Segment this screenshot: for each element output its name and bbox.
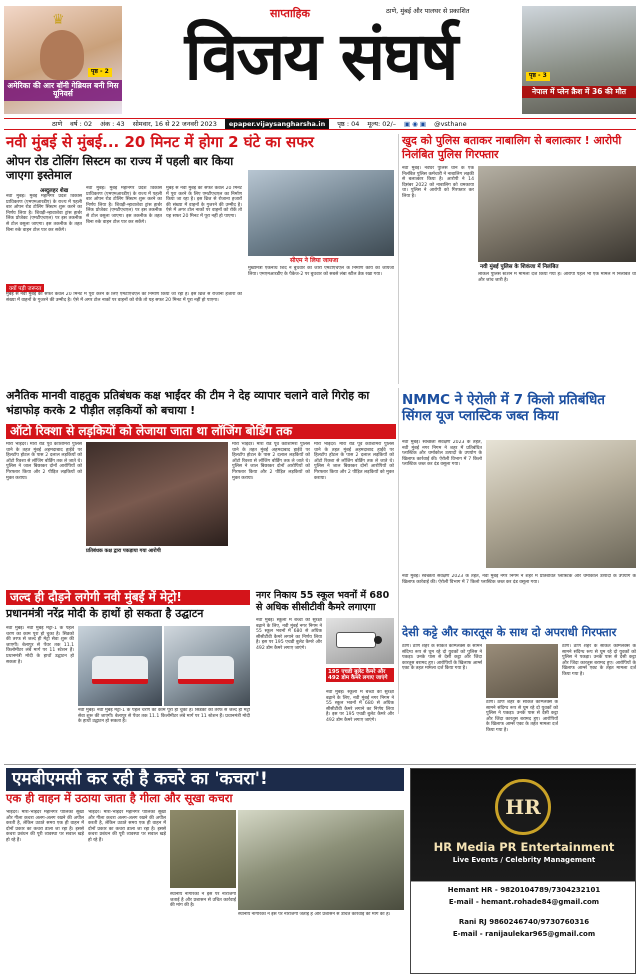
ad-contact1: Hemant HR - 9820104789/7304232101 [447, 886, 601, 894]
story7-body-col3: ठाणे। ठाणे शहर के साकेत कॉम्प्लेक्स के सामने संदिग्ध रूप से घूम रहे दो युवकों को पुलिस ने पकड़ा। उनके पास से देसी कट्टा और जिंदा कारतूस बरामद हुए। आरोपियों के खिलाफ आर्म्स एक्ट के तहत मामला दर्ज किया गया है। [562, 644, 636, 677]
dateline-year: वर्ष : 02 [70, 120, 93, 128]
ad-company: HR Media PR Entertainment [433, 840, 615, 854]
story2-body2: लोकल पुलिस स्टेशन में मामला दर्ज किया गया है। आरोपी पहले भी एक मामले में निलंबित था और जांच जारी है। [478, 272, 636, 283]
story7-headline: देसी कट्टे और कारतूस के साथ दो अपराधी गिरफ्तार [402, 625, 617, 639]
dateline-pages: पृष्ठ : 04 [337, 120, 360, 128]
story6-body2: नवी मुंबई। स्कूलों में बच्चों की सुरक्षा बढ़ाने के लिए, नवी मुंबई नगर निगम ने 55 स्कूल भवनों में 680 से अधिक सीसीटीवी कैमरे लगाने का निर्णय लिया है। इस पर 195 एचडी बुलेट कैमरे और 492 डोम कैमरे लगाए जाएंगे। [326, 690, 394, 723]
left-page-badge: पृष्ठ - 2 [88, 68, 112, 77]
metro-train-icon-2 [178, 656, 234, 684]
story2-photo-caption: नवी मुंबई पुलिस के शिकंजा में निलंबित [480, 264, 559, 270]
story2-body: नवी मुंबई। नवघर पुलिस थाने के एक निलंबित पुलिस कर्मचारी ने नाबालिग लड़की से बलात्कार किया है। आरोपी ने 14 दिसंबर 2022 को नाबालिग को धमकाया था। पुलिस ने आरोपी को गिरफ्तार कर लिया है। [402, 166, 474, 199]
ad-email2: E-mail - ranijaulekar965@gmail.com [452, 930, 596, 938]
story4-photo[interactable] [486, 440, 636, 568]
divider-v1 [398, 134, 399, 384]
story1-photo-body: मुख्यमंत्री एकनाथ शिंदे ने बुधवार को जारी एमटीएचएल के निर्माण कार्य का जायजा लिया। एमएमआरडीए के पैकेज-2 पर बुधवार को सबसे लंबा स्टील डेक रखा गया। [248, 266, 394, 277]
metro-train-icon [92, 656, 148, 684]
story3-kicker: अनैतिक मानवी वाहतुक प्रतिबंधक कक्ष भाईंदर की टीम ने देह व्यापार चलाने वाले गिरोह का भंडाफोड़ करके 2 पीड़ीत लड़कियों को बचाया ! [6, 389, 370, 417]
divider-v2 [398, 388, 399, 714]
story5-photo-left[interactable] [78, 626, 162, 706]
story8-photo-1[interactable] [170, 810, 236, 888]
story1-headline: ओपन रोड टोलिंग सिस्टम का राज्य में पहली बार किया जाएगा इस्तेमाल [6, 154, 234, 182]
dateline-city: ठाणे [52, 120, 63, 128]
cctv-camera-icon [326, 618, 394, 664]
dateline-bar [4, 118, 636, 130]
right-teaser-photo[interactable] [522, 6, 636, 114]
edition-note: ठाणे, मुंबई और पालघर से प्रकाशित [386, 7, 470, 15]
story5-kicker: जल्द ही दौड़ने लगेगी नवी मुंबई में मेट्रो! [6, 590, 250, 605]
dateline-handle[interactable]: @vsthane [434, 120, 467, 128]
story2-photo[interactable] [478, 166, 636, 262]
story7-body2: ठाणे। ठाणे शहर के साकेत कॉम्प्लेक्स के सामने संदिग्ध रूप से घूम रहे दो युवकों को पुलिस ने पकड़ा। उनके पास से देसी कट्टा और जिंदा कारतूस बरामद हुए। आरोपियों के खिलाफ आर्म्स एक्ट के तहत मामला दर्ज किया गया है। [486, 700, 558, 733]
story6-headline: नगर निकाय 55 स्कूल भवनों में 680 से अधिक सीसीटीवी कैमरे लगाएगा [256, 590, 390, 613]
story8-photo-2[interactable] [238, 810, 404, 910]
story3-photo[interactable] [86, 442, 228, 546]
story5-headline: प्रधानमंत्री नरेंद्र मोदी के हाथों हो सकता है उद्घाटन [6, 607, 204, 620]
story8-headline: एक ही वाहन में उठाया जाता है गीला और सूखा कचरा [6, 791, 233, 805]
dateline-price: मूल्य: 02/– [367, 120, 396, 128]
story4-headline: NMMC ने ऐरोली में 7 किलो प्रतिबंधित सिंगल यूज प्लास्टिक जब्त किया [402, 392, 605, 424]
masthead-title: विजय संघर्ष [184, 18, 457, 95]
hr-logo: HR [495, 779, 551, 835]
story8-body3: स्थानीय नागरिकों ने इस पर नाराजगी जताई है और प्रशासन से उचित कार्रवाई की मांग की है। [238, 912, 391, 917]
story5-body-lower: नवी मुंबई। नवी मुंबई मेट्रो-1 के पहले चरण का काम पूरा हो चुका है। सिडको की तरफ से जल्द ही मेट्रो सेवा शुरू की जाएगी। बेलापुर से पेंधर तक 11.1 किलोमीटर लंबे मार्ग पर 11 स्टेशन हैं। प्रधानमंत्री मोदी के हाथों उद्घाटन हो सकता है। [78, 708, 250, 725]
story3-photo-caption: प्रतिबंधक कक्ष द्वारा पकड़ाया गया आरोपी [86, 548, 161, 554]
story7-body: ठाणे। ठाणे शहर के साकेत कॉम्प्लेक्स के सामने संदिग्ध रूप से घूम रहे दो युवकों को पुलिस ने पकड़ा। उनके पास से देसी कट्टा और जिंदा कारतूस बरामद हुए। आरोपियों के खिलाफ आर्म्स एक्ट के तहत मामला दर्ज किया गया है। [402, 644, 482, 672]
story1-photo-caption: सीएम ने लिया जायजा [290, 257, 339, 264]
crown-icon: ♛ [52, 12, 65, 28]
story1-sub-label: क्यों पड़ी जरूरत [6, 284, 44, 292]
story5-body: नवी मुंबई। नवी मुंबई मेट्रो-1 के पहले चरण का काम पूरा हो चुका है। सिडको की तरफ से जल्द ही मेट्रो सेवा शुरू की जाएगी। बेलापुर से पेंधर तक 11.1 किलोमीटर लंबे मार्ग पर 11 स्टेशन हैं। प्रधानमंत्री मोदी के हाथों उद्घाटन हो सकता है। [6, 626, 74, 665]
story6-callout: 195 एचडी बुलेट कैमरे और 492 डोम कैमरे लगाए जाएंगे [326, 668, 394, 682]
dateline-website[interactable]: epaper.vijaysangharsha.in [225, 119, 329, 129]
story1-body-col2: नवी मुंबई। मुंबई महानगर प्रदेश विकास प्राधिकरण (एमएमआरडीए) के राज्य में पहली बार ओपन रोड टोलिंग सिस्टम शुरू करने का निर्णय लिया है। शिवड़ी-न्हावाशेवा ट्रांस हार्बर लिंक प्रोजेक्ट (एमटीएचएल) पर इस तकनीक से टोल वसूला जाएगा। इस तकनीक के तहत बिना रुके वाहन टोल पार कर सकेंगे। [86, 186, 162, 225]
story8-body2: स्थानीय नागरिकों ने इस पर नाराजगी जताई है और प्रशासन से उचित कार्रवाई की मांग की है। [170, 892, 236, 909]
story8-kicker: एमबीएमसी कर रही है कचरे का 'कचरा'! [6, 768, 404, 791]
ad-email: E-mail - hemant.rohade84@gmail.com [448, 898, 600, 906]
story1-photo[interactable] [248, 170, 394, 256]
story7-photo[interactable] [486, 644, 558, 698]
story6-body: नवी मुंबई। स्कूलों में बच्चों की सुरक्षा बढ़ाने के लिए, नवी मुंबई नगर निगम ने 55 स्कूल भवनों में 680 से अधिक सीसीटीवी कैमरे लगाने का निर्णय लिया है। इस पर 195 एचडी बुलेट कैमरे और 492 डोम कैमरे लगाए जाएंगे। [256, 618, 322, 651]
story2-kicker: खुद को पुलिस बताकर नाबालिग से बलात्कार ! आरोपी निलंबित पुलिस गिरफ्तार [402, 134, 622, 161]
story4-body2: नवी मुंबई। स्वच्छता सर्वेक्षण 2023 के तहत, नवी मुंबई नगर निगम ने शहर में प्रतिबंधित प्लास्टिक और थर्माकोल उत्पादों के उपयोग के खिलाफ कार्रवाई की। ऐरोली विभाग में 7 किलो प्लास्टिक जब्त कर दंड वसूला गया। [402, 574, 636, 585]
story5-photo-right[interactable] [164, 626, 250, 706]
story1-body: नवी मुंबई। मुंबई महानगर प्रदेश विकास प्राधिकरण (एमएमआरडीए) के राज्य में पहली बार ओपन रोड टोलिंग सिस्टम शुरू करने का निर्णय लिया है। शिवड़ी-न्हावाशेवा ट्रांस हार्बर लिंक प्रोजेक्ट (एमटीएचएल) पर इस तकनीक से टोल वसूला जाएगा। इस तकनीक के तहत बिना रुके वाहन टोल पार कर सकेंगे। [6, 194, 82, 233]
story1-byline: अब्दुलहर शेख [40, 188, 69, 194]
divider-h [4, 764, 636, 765]
weekly-tag: साप्ताहिक [270, 7, 310, 20]
story3-body-col4: मीरा भाईंदर। मीरा रोड पूर्व काशिमिरा पुलिस थाने के तहत मुंबई अहमदाबाद हाईवे पर हिलटॉप होटल के पास 2 दलाल लड़कियों को ऑटो रिक्शा से लॉजिंग बोर्डिंग तक ले जाते थे। पुलिस ने जाल बिछाकर दोनों आरोपियों को गिरफ्तार किया और 2 पीड़ित लड़कियों को मुक्त कराया। [314, 442, 394, 481]
story1-body-col3: मुंबई से नवी मुंबई का सफर केवल 20 मिनट में पूरा करने के लिए एमटीएचएल का निर्माण किया जा रहा है। इस ब्रिज से रोजाना हजारों की संख्या में वाहनों के गुजरने की उम्मीद है। ऐसे में अगर टोल नाकों पर वाहनों को रोकें तो यह सफर 20 मिनट में पूरा नहीं हो पाएगा। [166, 186, 242, 219]
story1-sub-body: मुंबई से नवी मुंबई का सफर केवल 20 मिनट में पूरा करने के लिए एमटीएचएल का निर्माण किया जा रहा है। इस ब्रिज से रोजाना हजारों की संख्या में वाहनों के गुजरने की उम्मीद है। ऐसे में अगर टोल नाकों पर वाहनों को रोकें तो यह सफर 20 मिनट में पूरा नहीं हो पाएगा। [6, 292, 242, 303]
story8-body-col2: भाईंदर। मीरा-भाईंदर महानगर पालिका सूखा और गीला कचरा अलग-अलग रखने की अपील करती है, लेकिन उठाते समय एक ही वाहन में दोनों प्रकार का कचरा डाला जा रहा है। इससे कचरा प्रबंधन की पूरी व्यवस्था पर सवाल खड़े हो रहे हैं। [88, 810, 166, 843]
dateline-date: सोमवार, 16 से 22 जनवरी 2023 [132, 120, 217, 128]
right-teaser-text: नेपाल में प्लेन क्रैश में 36 की मौत [522, 86, 636, 98]
story3-headline: ऑटो रिक्शा से लड़कियों को लेजाया जाता था लॉजिंग बोर्डिंग तक [6, 424, 396, 439]
left-teaser-photo[interactable] [4, 6, 122, 114]
story1-kicker: नवी मुंबई से मुंबई... 20 मिनट में होगा 2 घंटे का सफर [6, 133, 314, 151]
story3-body-col3: मीरा भाईंदर। मीरा रोड पूर्व काशिमिरा पुलिस थाने के तहत मुंबई अहमदाबाद हाईवे पर हिलटॉप होटल के पास 2 दलाल लड़कियों को ऑटो रिक्शा से लॉजिंग बोर्डिंग तक ले जाते थे। पुलिस ने जाल बिछाकर दोनों आरोपियों को गिरफ्तार किया और 2 पीड़ित लड़कियों को मुक्त कराया। [232, 442, 310, 481]
story3-body: मीरा भाईंदर। मीरा रोड पूर्व काशिमिरा पुलिस थाने के तहत मुंबई अहमदाबाद हाईवे पर हिलटॉप होटल के पास 2 दलाल लड़कियों को ऑटो रिक्शा से लॉजिंग बोर्डिंग तक ले जाते थे। पुलिस ने जाल बिछाकर दोनों आरोपियों को गिरफ्तार किया और 2 पीड़ित लड़कियों को मुक्त कराया। [6, 442, 82, 481]
story8-body: भाईंदर। मीरा-भाईंदर महानगर पालिका सूखा और गीला कचरा अलग-अलग रखने की अपील करती है, लेकिन उठाते समय एक ही वाहन में दोनों प्रकार का कचरा डाला जा रहा है। इससे कचरा प्रबंधन की पूरी व्यवस्था पर सवाल खड़े हो रहे हैं। [6, 810, 84, 843]
story4-body: नवी मुंबई। स्वच्छता सर्वेक्षण 2023 के तहत, नवी मुंबई नगर निगम ने शहर में प्रतिबंधित प्लास्टिक और थर्माकोल उत्पादों के उपयोग के खिलाफ कार्रवाई की। ऐरोली विभाग में 7 किलो प्लास्टिक जब्त कर दंड वसूला गया। [402, 440, 482, 468]
ad-contact2: Rani RJ 9860246740/9730760316 [458, 918, 590, 926]
hr-media-ad[interactable] [410, 768, 636, 974]
right-page-badge: पृष्ठ - 3 [526, 72, 550, 81]
masthead [0, 0, 640, 118]
left-teaser-text: अमेरिका की आर बॉनी गेब्रियल बनी मिस यूनिवर्स [4, 80, 122, 101]
social-icons[interactable]: ▣ ◉ ▣ [403, 120, 427, 128]
dateline-issue: अंक : 43 [100, 120, 125, 128]
ad-tagline: Live Events / Celebrity Management [452, 856, 596, 864]
